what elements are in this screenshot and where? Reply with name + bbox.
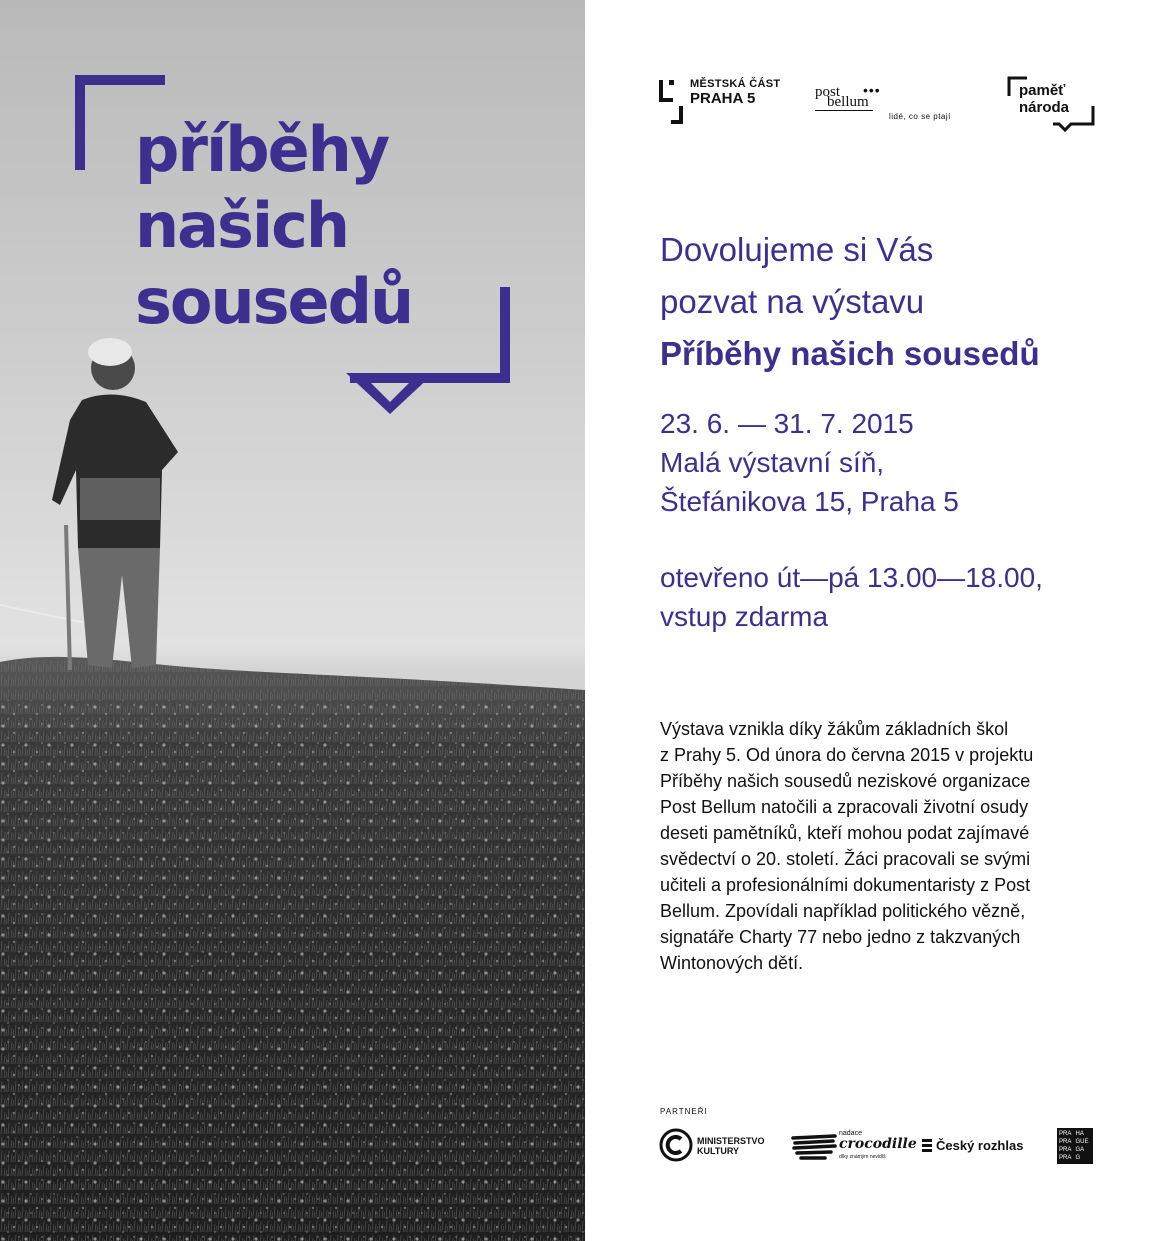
post-bellum-name1: post bbox=[815, 84, 841, 100]
ministerstvo-kultury-logo bbox=[659, 1128, 779, 1164]
post-bellum-dots-icon: ••• bbox=[863, 82, 881, 98]
praha-grid-cell: PRA bbox=[1059, 1139, 1072, 1145]
poster-title-line-1: příběhy bbox=[135, 113, 389, 186]
cesky-rozhlas-logo bbox=[922, 1138, 1042, 1158]
poster-title-line-2: našich bbox=[135, 189, 349, 262]
praha-grid-cell: PRA bbox=[1059, 1131, 1072, 1137]
rozhlas-icon bbox=[922, 1139, 932, 1151]
praha-grid-cell: GA bbox=[1075, 1147, 1085, 1153]
description-line: Bellum. Zpovídali například politického vězně, bbox=[660, 901, 1026, 921]
praha5-bracket-icon bbox=[659, 78, 691, 128]
nadace-crocodille-logo bbox=[791, 1130, 917, 1164]
poster-title-line-3: sousedů bbox=[135, 265, 413, 338]
description bbox=[660, 716, 1100, 976]
praha5-line1: MĚSTSKÁ ČÁST bbox=[690, 78, 781, 90]
pamet-naroda-logo bbox=[1007, 76, 1097, 134]
poster-title bbox=[135, 112, 412, 340]
description-line: z Prahy 5. Od února do června 2015 v projektu bbox=[660, 745, 1034, 765]
event-venue: Malá výstavní síň, bbox=[660, 447, 885, 478]
crocodille-icon bbox=[791, 1132, 837, 1162]
event-address: Štefánikova 15, Praha 5 bbox=[660, 486, 959, 517]
post-bellum-logo bbox=[815, 82, 975, 126]
praha-grid-logo bbox=[1057, 1128, 1093, 1164]
praha5-line2: PRAHA 5 bbox=[690, 90, 756, 107]
event-hours: otevřeno út—pá 13.00—18.00, bbox=[660, 562, 1043, 593]
description-line: deseti pamětníků, kteří mohou podat zajímavé bbox=[660, 823, 1030, 843]
event-hours-block bbox=[660, 558, 1043, 636]
rozhlas-name: Český rozhlas bbox=[936, 1138, 1024, 1153]
praha-grid-cell: PRA bbox=[1059, 1147, 1072, 1153]
praha-grid-cell: GUE bbox=[1075, 1139, 1089, 1145]
invitation-line-1: Dovolujeme si Vás bbox=[660, 231, 934, 268]
description-line: Příběhy našich sousedů neziskové organizace bbox=[660, 771, 1031, 791]
praha-grid-cell: HA bbox=[1075, 1131, 1084, 1137]
post-bellum-name2: bellum bbox=[827, 94, 869, 110]
crocodille-top: nadace bbox=[839, 1130, 862, 1137]
description-line: Post Bellum natočili a zpracovali životní osudy bbox=[660, 797, 1029, 817]
invitation-block bbox=[660, 224, 1040, 380]
description-line: Wintonových dětí. bbox=[660, 953, 804, 973]
post-bellum-rule bbox=[815, 110, 873, 111]
description-line: učiteli a profesionálními dokumentaristy z Post bbox=[660, 875, 1031, 895]
pamet-naroda-line1: paměť bbox=[1019, 82, 1066, 99]
content-panel bbox=[585, 0, 1170, 1241]
crocodille-sub: díky známým nevidíš bbox=[839, 1154, 886, 1160]
pamet-naroda-line2: národa bbox=[1019, 99, 1070, 116]
praha5-logo bbox=[659, 78, 779, 128]
partners-label: PARTNEŘI bbox=[660, 1107, 708, 1116]
ministerstvo-line2: KULTURY bbox=[697, 1146, 739, 1156]
praha-grid-cell: PRA bbox=[1059, 1155, 1072, 1161]
crocodille-name: crocodille bbox=[839, 1136, 917, 1152]
invitation-line-2: pozvat na výstavu bbox=[660, 283, 925, 320]
post-bellum-tagline: lidé, co se ptají bbox=[889, 112, 951, 121]
description-line: Výstava vznikla díky žákům základních škol bbox=[660, 719, 1009, 739]
exhibition-name: Příběhy našich sousedů bbox=[660, 335, 1040, 372]
ministerstvo-c-icon bbox=[659, 1128, 693, 1162]
event-entry: vstup zdarma bbox=[660, 601, 829, 632]
description-line: svědectví o 20. století. Žáci pracovali se svými bbox=[660, 849, 1031, 869]
event-dates: 23. 6. — 31. 7. 2015 bbox=[660, 408, 914, 439]
praha-grid-cell: G bbox=[1075, 1155, 1081, 1161]
ministerstvo-line1: MINISTERSTVO bbox=[697, 1136, 765, 1146]
event-info bbox=[660, 404, 959, 521]
description-line: signatáře Charty 77 nebo jedno z takzvaných bbox=[660, 927, 1021, 947]
